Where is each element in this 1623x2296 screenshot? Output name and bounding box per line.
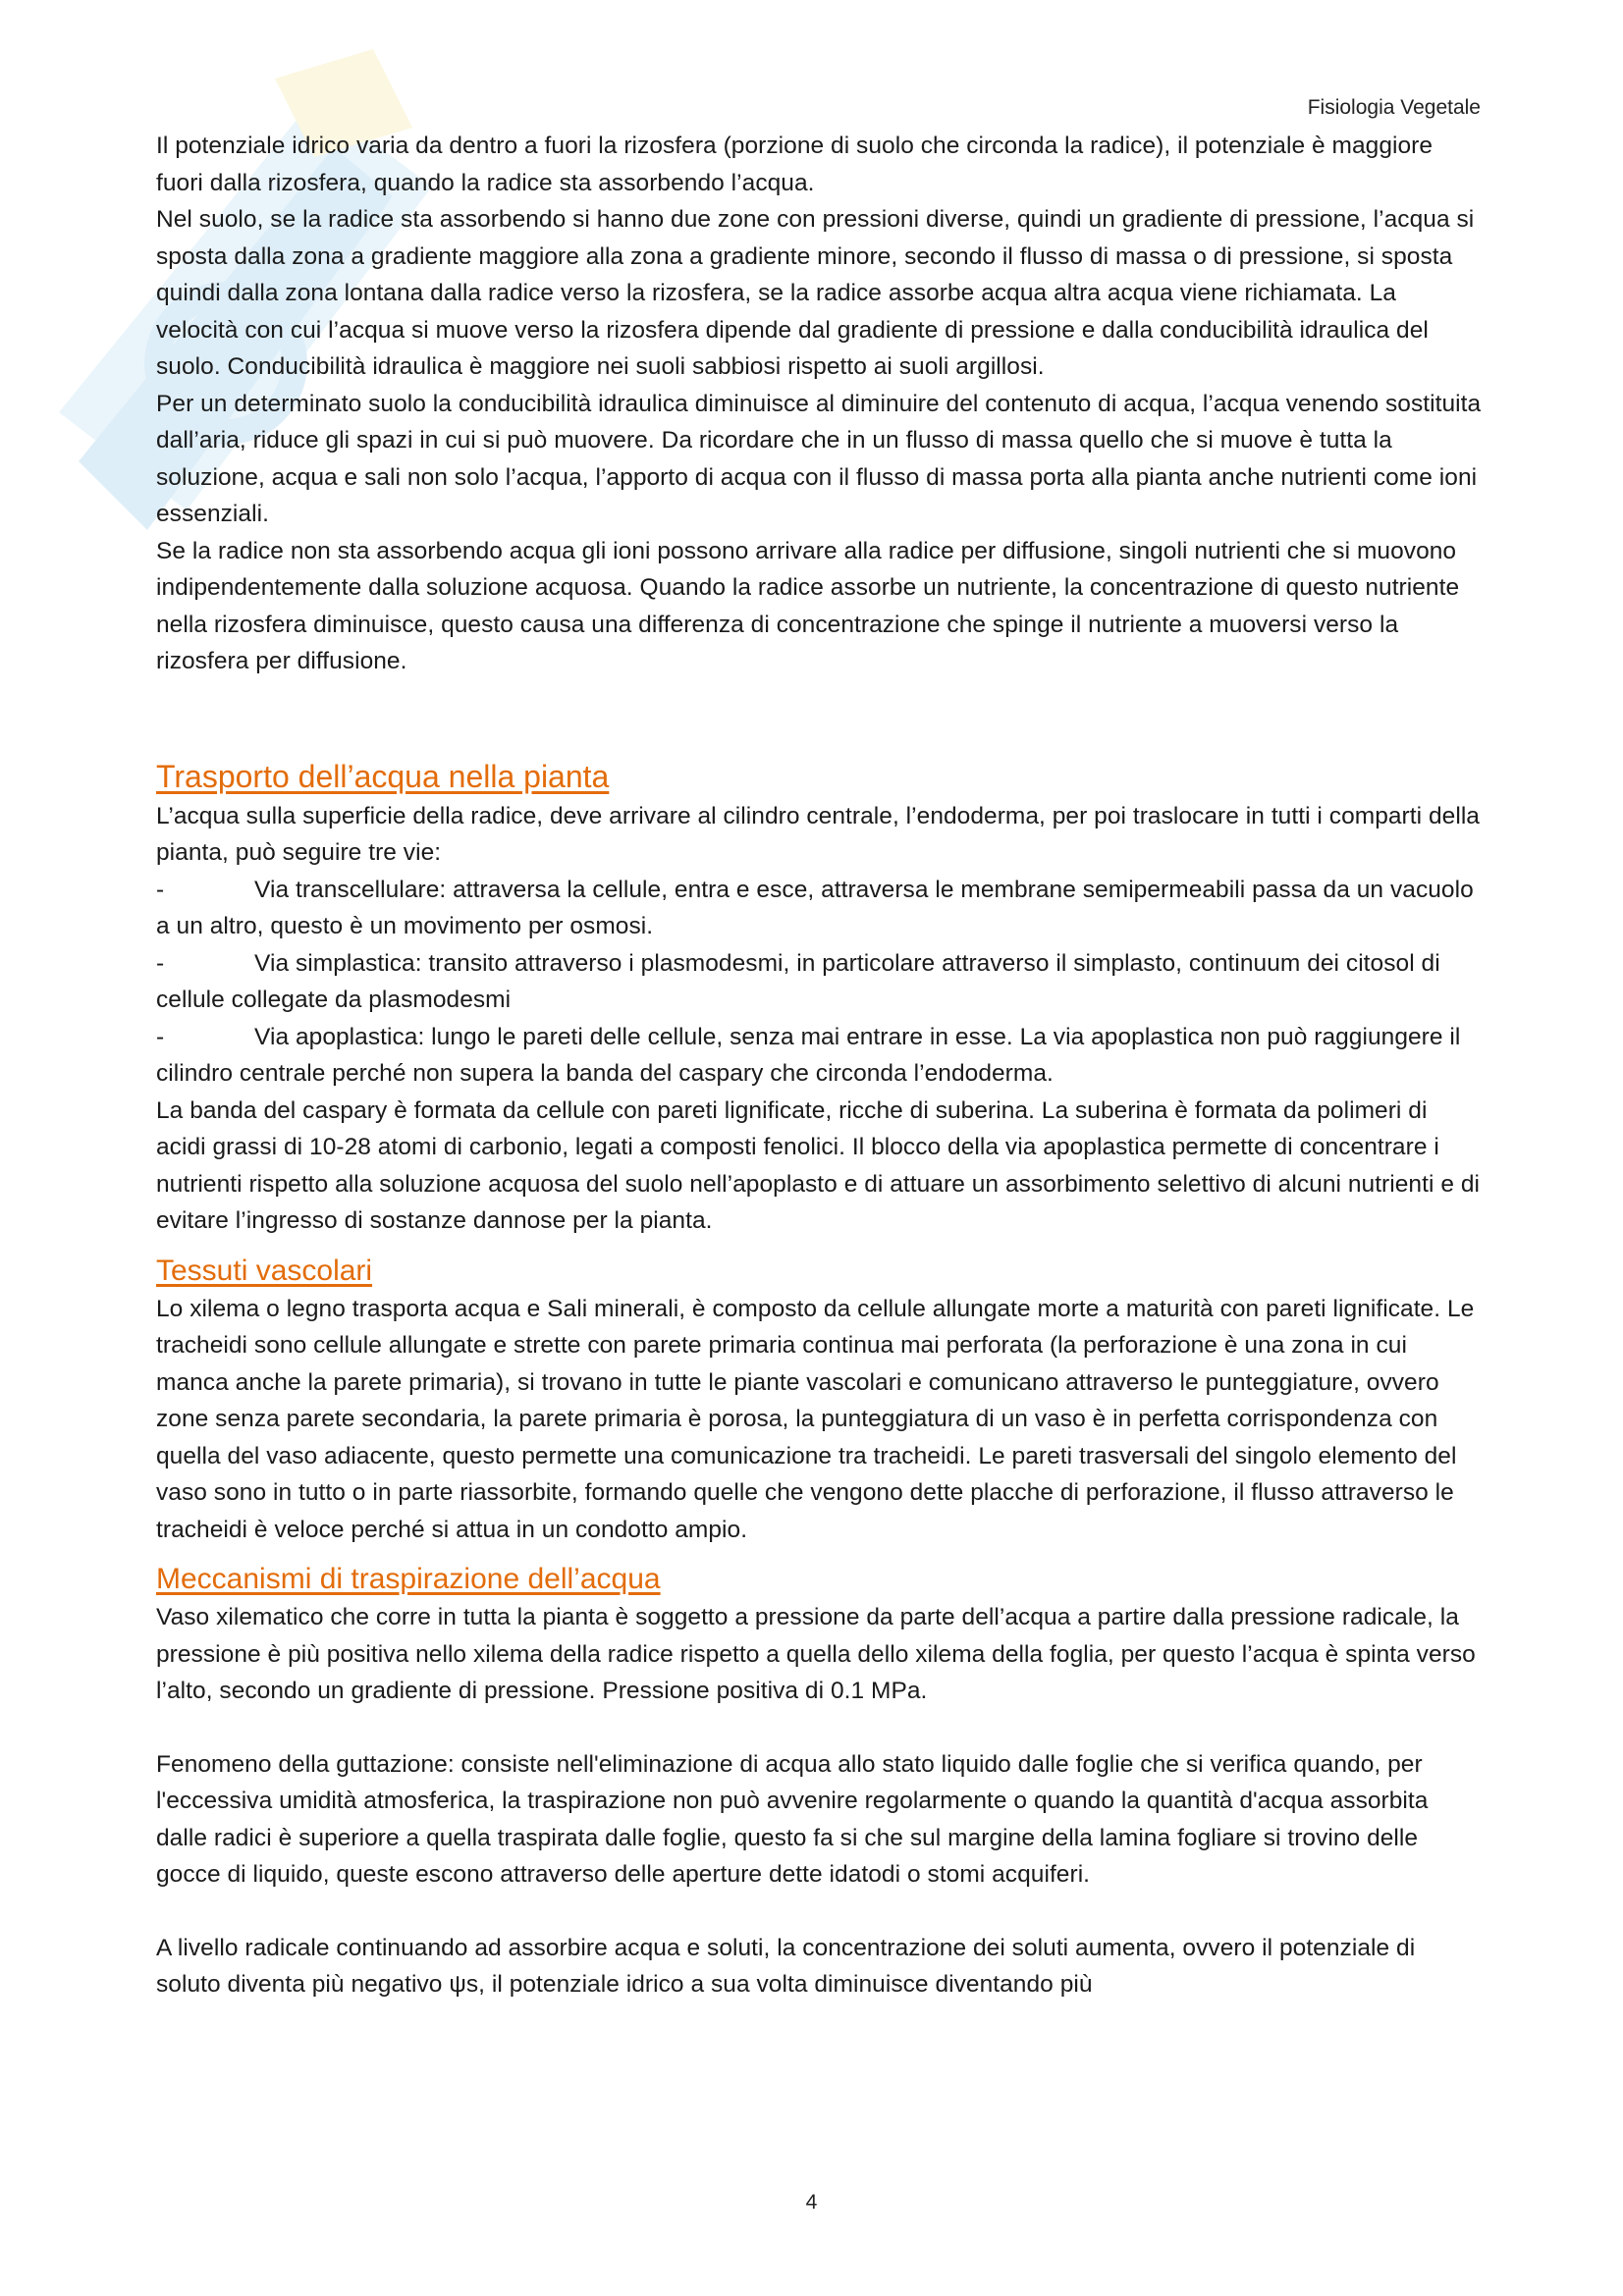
intro-paragraph-1: Il potenziale idrico varia da dentro a fuori la rizosfera (porzione di suolo che circonda la radice), il potenziale è maggiore fuori dalla rizosfera, quando la radice sta assorbendo l’acqua. [156, 133, 1434, 196]
intro-paragraph-2: Nel suolo, se la radice sta assorbendo si hanno due zone con pressioni diverse, quindi un gradiente di pressione, l’acqua si sposta dalla zona a gradiente maggiore alla zona a gradiente minore, secondo il flusso di massa o di pressione, si sposta quindi dalla zona lontana dalla radice verso la rizosfera, se la radice assorbe acqua altra acqua viene richiamata. La velocità con cui l’acqua si muove verso la rizosfera dipende dal gradiente di pressione e dalla conducibilità idraulica del suolo. Conducibilità idraulica è maggiore nei suoli sabbiosi rispetto ai suoli argillosi. [156, 206, 1475, 380]
section2-body: Lo xilema o legno trasporta acqua e Sali minerali, è composto da cellule allungate morte a maturità con pareti lignificate. Le tracheidi sono cellule allungate e strette con parete primaria continua mai perforata (la perforazione è una zona in cui manca anche la parete primaria), si trovano in tutte le piante vascolari e comunicano attraverso le punteggiature, ovvero zone senza parete secondaria, la parete primaria è porosa, la punteggiatura di un vaso è in perfetta corrispondenza con quella del vaso adiacente, questo permette una comunicazione tra tracheidi. Le pareti trasversali del singolo elemento del vaso sono in tutto o in parte riassorbite, formando quelle che vengono dette placche di perforazione, il flusso attraverso le tracheidi è veloce perché si attua in un condotto ampio. [156, 1295, 1475, 1543]
list-dash: - [156, 1023, 165, 1050]
running-header: Fisiologia Vegetale [1307, 96, 1481, 119]
intro-paragraph-4: Se la radice non sta assorbendo acqua gli ioni possono arrivare alla radice per diffusione, singoli nutrienti che si muovono indipendentemente dalla soluzione acquosa. Quando la radice assorbe un nutriente, la concentrazione di questo nutriente nella rizosfera diminuisce, questo causa una differenza di concentrazione che spinge il nutriente a muoversi verso la rizosfera per diffusione. [156, 537, 1460, 674]
list-item-simplastica: - Via simplastica: transito attraverso i plasmodesmi, in particolare attraverso il simplasto, continuum dei citosol di cellule collegate da plasmodesmi [156, 945, 1482, 1019]
page-content [156, 128, 1482, 2003]
subheading-meccanismi-traspirazione: Meccanismi di traspirazione dell’acqua [156, 1563, 661, 1595]
page-number: 4 [805, 2191, 818, 2214]
section3-paragraph-2: Fenomeno della guttazione: consiste nell'eliminazione di acqua allo stato liquido dalle foglie che si verifica quando, per l'eccessiva umidità atmosferica, la traspirazione non può avvenire regolarmente o quando la quantità d'acqua assorbita dalle radici è superiore a quella traspirata dalle foglie, questo fa si che sul margine della lamina fogliare si trovino delle gocce di liquido, queste escono attraverso delle aperture dette idatodi o stomi acquiferi. [156, 1750, 1429, 1888]
section1-outro: La banda del caspary è formata da cellule con pareti lignificate, ricche di suberina. La suberina è formata da polimeri di acidi grassi di 10-28 atomi di carbonio, legati a composti fenolici. Il blocco della via apoplastica permette di concentrare i nutrienti rispetto alla soluzione acquosa del suolo nell’apoplasto e di attuare un assorbimento selettivo di alcuni nutrienti e di evitare l’ingresso di sostanze dannose per la pianta. [156, 1096, 1481, 1234]
section3-paragraph-1: Vaso xilematico che corre in tutta la pianta è soggetto a pressione da parte dell’acqua a partire dalla pressione radicale, la pressione è più positiva nello xilema della radice rispetto a quella dello xilema della foglia, per questo l’acqua è spinta verso l’alto, secondo un gradiente di pressione. Pressione positiva di 0.1 MPa. [156, 1604, 1476, 1704]
list-item-apoplastica: - Via apoplastica: lungo le pareti delle cellule, senza mai entrare in esse. La via apoplastica non può raggiungere il cilindro centrale perché non supera la banda del caspary che circonda l’endoderma. [156, 1019, 1482, 1093]
section1-intro: L’acqua sulla superficie della radice, deve arrivare al cilindro centrale, l’endoderma, per poi traslocare in tutti i comparti della pianta, può seguire tre vie: [156, 802, 1480, 866]
list-dash: - [156, 876, 165, 903]
section3-paragraph-3: A livello radicale continuando ad assorbire acqua e soluti, la concentrazione dei soluti aumenta, ovvero il potenziale di soluto diventa più negativo ψs, il potenziale idrico a sua volta diminuisce diventando più [156, 1934, 1416, 1998]
list-item-transcellulare: - Via transcellulare: attraversa la cellule, entra e esce, attraversa le membrane semipermeabili passa da un vacuolo a un altro, questo è un movimento per osmosi. [156, 872, 1482, 945]
list-dash: - [156, 949, 165, 977]
section-heading-trasporto: Trasporto dell’acqua nella pianta [156, 758, 610, 794]
subheading-tessuti-vascolari: Tessuti vascolari [156, 1254, 373, 1287]
intro-paragraph-3: Per un determinato suolo la conducibilità idraulica diminuisce al diminuire del contenuto di acqua, l’acqua venendo sostituita dall’aria, riduce gli spazi in cui si può muovere. Da ricordare che in un flusso di massa quello che si muove è tutta la soluzione, acqua e sali non solo l’acqua, l’apporto di acqua con il flusso di massa porta alla pianta anche nutrienti come ioni essenziali. [156, 390, 1482, 527]
